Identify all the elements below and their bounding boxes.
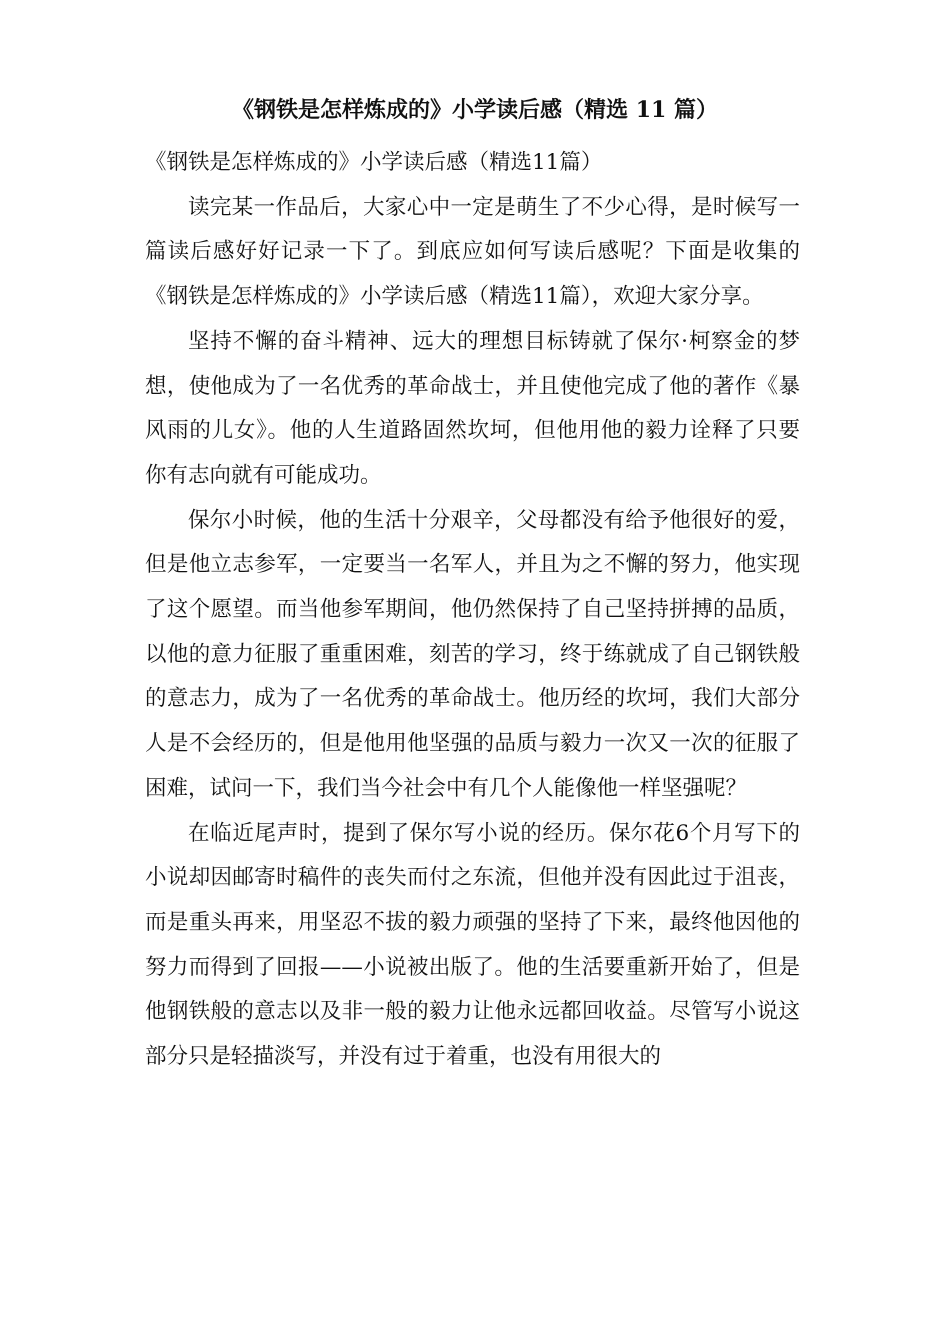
document-subtitle: 《钢铁是怎样炼成的》小学读后感（精选11篇） [145, 150, 603, 175]
paragraph-spirit: 坚持不懈的奋斗精神、远大的理想目标铸就了保尔·柯察金的梦想，使他成为了一名优秀的革命战士，并且使他完成了他的著作《暴风雨的儿女》。他的人生道路固然坎坷，但他用他的毅力诠释了只要你有志向就有可能成功。 [145, 328, 800, 488]
document-body [145, 141, 800, 1080]
paragraph-novel: 在临近尾声时，提到了保尔写小说的经历。保尔花6个月写下的小说却因邮寄时稿件的丧失而付之东流，但他并没有因此过于沮丧，而是重头再来，用坚忍不拔的毅力顽强的坚持了下来，最终他因他的努力而得到了回报——小说被出版了。他的生活要重新开始了，但是他钢铁般的意志以及非一般的毅力让他永远都回收益。尽管写小说这部分只是轻描淡写，并没有过于着重，也没有用很大的 [145, 820, 800, 1070]
paragraph-childhood: 保尔小时候，他的生活十分艰辛，父母都没有给予他很好的爱，但是他立志参军，一定要当一名军人，并且为之不懈的努力，他实现了这个愿望。而当他参军期间，他仍然保持了自己坚持拼搏的品质，以他的意力征服了重重困难，刻苦的学习，终于练就成了自己钢铁般的意志力，成为了一名优秀的革命战士。他历经的坎坷，我们大部分人是不会经历的，但是他用他坚强的品质与毅力一次又一次的征服了困难，试问一下，我们当今社会中有几个人能像他一样坚强呢？ [145, 507, 800, 801]
document-title: 《钢铁是怎样炼成的》小学读后感（精选 11 篇） [232, 97, 718, 123]
paragraph-intro: 读完某一作品后，大家心中一定是萌生了不少心得，是时候写一篇读后感好好记录一下了。到底应如何写读后感呢？下面是收集的《钢铁是怎样炼成的》小学读后感（精选11篇），欢迎大家分享。 [145, 194, 800, 310]
